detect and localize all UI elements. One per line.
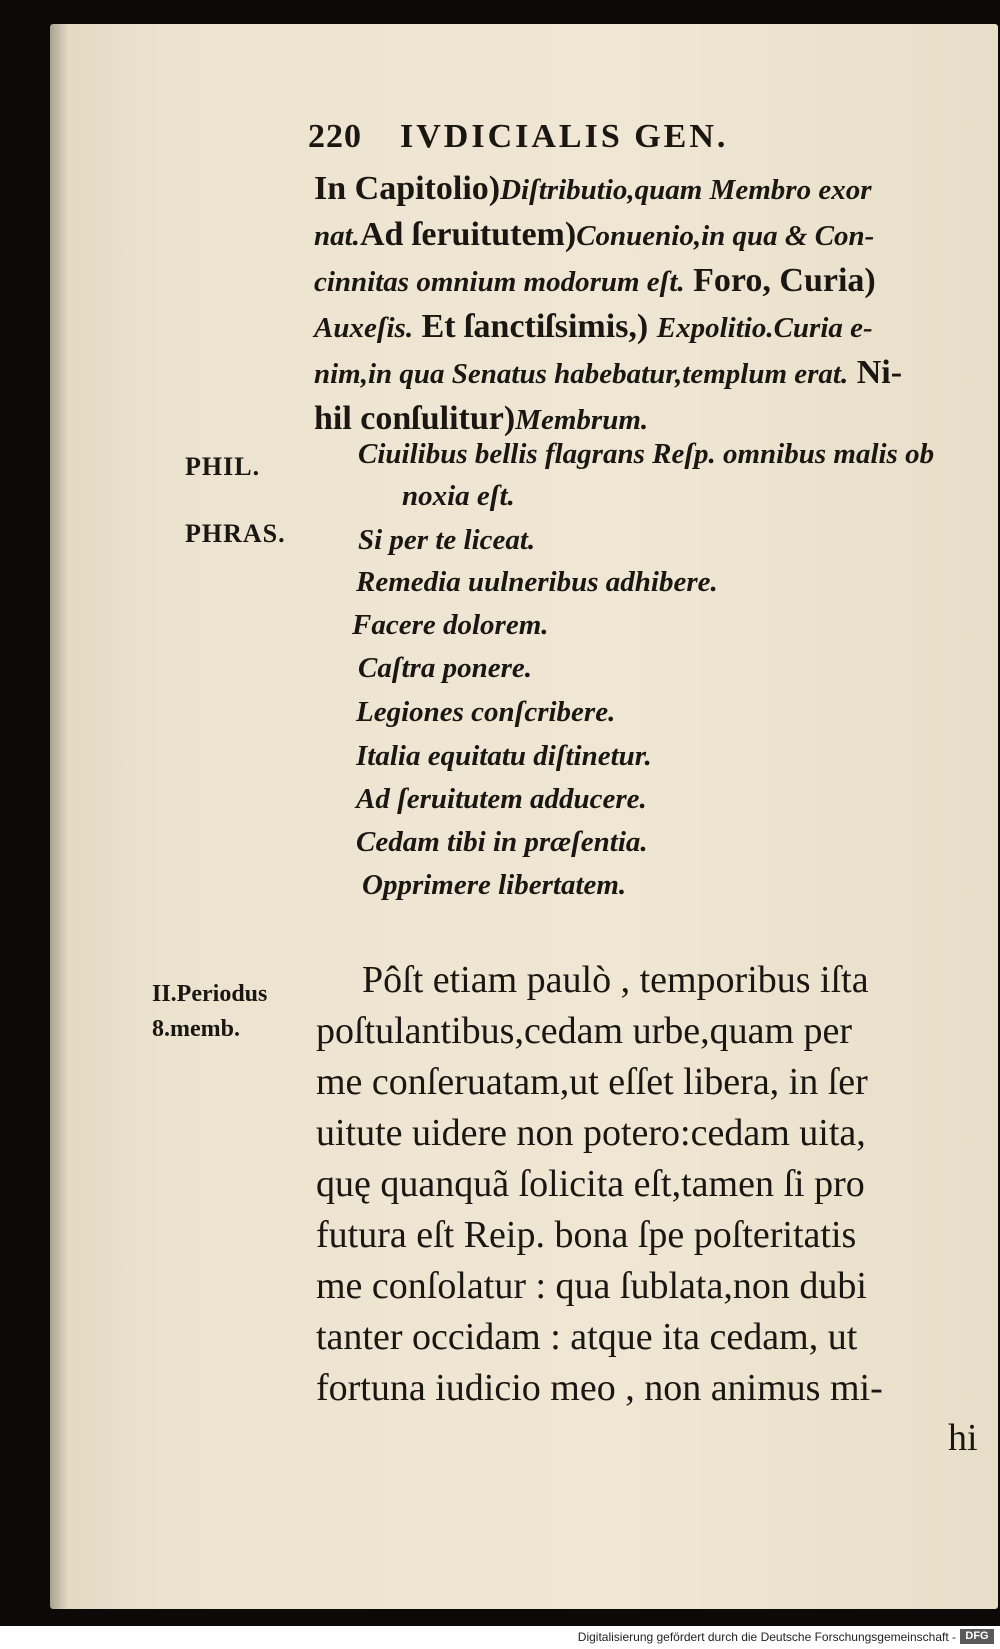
commentary-segment: In Capitolio) bbox=[314, 170, 501, 207]
margin-label-membra: 8.memb. bbox=[152, 1016, 240, 1042]
phrase-item: Opprimere libertatem. bbox=[362, 869, 627, 901]
commentary-segment: cinnitas omnium modorum eſt. bbox=[314, 266, 685, 298]
commentary-line bbox=[314, 396, 648, 443]
phil-line: noxia eſt. bbox=[402, 480, 515, 512]
phrase-item: Legiones conſcribere. bbox=[356, 696, 616, 728]
body-line: hi bbox=[948, 1417, 978, 1459]
commentary-segment: Expolitio.Curia e- bbox=[656, 312, 873, 344]
body-line: Pôſt etiam paulò , temporibus iſta bbox=[362, 959, 869, 1001]
page-number: 220 bbox=[308, 118, 362, 155]
footer-credit: Digitalisierung gefördert durch die Deutsche Forschungsgemeinschaft - bbox=[577, 1630, 956, 1644]
gutter-shadow bbox=[50, 24, 68, 1609]
phrase-item: Remedia uulneribus adhibere. bbox=[356, 566, 718, 598]
phrase-item: Facere dolorem. bbox=[352, 609, 549, 641]
commentary-segment: Diſtributio,quam bbox=[500, 174, 710, 206]
body-line: quę quanquã ſolicita eſt,tamen ſi pro bbox=[316, 1163, 865, 1205]
commentary-line bbox=[314, 258, 876, 305]
running-header bbox=[308, 118, 728, 156]
dfg-logo: DFG bbox=[960, 1629, 994, 1644]
commentary-segment: Ni- bbox=[848, 354, 903, 391]
commentary-segment: Et ſanctiſsimis,) bbox=[413, 308, 657, 345]
commentary-segment: Foro, Curia) bbox=[684, 262, 876, 299]
phrase-item: Caſtra ponere. bbox=[358, 652, 532, 684]
body-line: tanter occidam : atque ita cedam, ut bbox=[316, 1316, 858, 1358]
commentary-line bbox=[314, 350, 902, 397]
commentary-segment: Ad ſeruitutem) bbox=[359, 216, 577, 253]
body-line: poſtulantibus,cedam urbe,quam per bbox=[316, 1010, 853, 1052]
commentary-segment: Conuenio,in qua & Con- bbox=[576, 220, 875, 252]
phrase-item: Cedam tibi in præſentia. bbox=[356, 826, 648, 858]
commentary-segment: hil conſulitur) bbox=[314, 400, 516, 437]
commentary-segment: Membro exor bbox=[709, 174, 872, 206]
margin-label-phras: PHRAS. bbox=[185, 519, 286, 548]
body-line: me conſolatur : qua ſublata,non dubi bbox=[316, 1265, 867, 1307]
commentary-line bbox=[314, 304, 873, 351]
phrase-item: Italia equitatu diſtinetur. bbox=[356, 740, 652, 772]
commentary-segment: nim,in qua Senatus habebatur,templum erat. bbox=[314, 358, 849, 390]
margin-label-phil: PHIL. bbox=[185, 452, 261, 481]
body-line: uitute uidere non potero:cedam uita, bbox=[316, 1112, 866, 1154]
body-line: futura eſt Reip. bona ſpe poſteritatis bbox=[316, 1214, 857, 1256]
running-title: IVDICIALIS GEN. bbox=[400, 118, 729, 155]
phrase-item: Ad ſeruitutem adducere. bbox=[356, 783, 647, 815]
body-line: me conſeruatam,ut eſſet libera, in ſer bbox=[316, 1061, 868, 1103]
body-line: fortuna iudicio meo , non animus mi- bbox=[316, 1367, 883, 1409]
commentary-segment: nat. bbox=[314, 220, 360, 252]
phrase-item: Si per te liceat. bbox=[358, 524, 536, 556]
commentary-line bbox=[314, 166, 872, 213]
commentary-segment: Membrum. bbox=[515, 404, 649, 436]
margin-label-periodus: II.Periodus bbox=[152, 981, 268, 1007]
commentary-line bbox=[314, 212, 874, 259]
phil-line: Ciuilibus bellis flagrans Reſp. omnibus malis ob bbox=[358, 438, 935, 470]
commentary-segment: Auxeſis. bbox=[314, 312, 414, 344]
